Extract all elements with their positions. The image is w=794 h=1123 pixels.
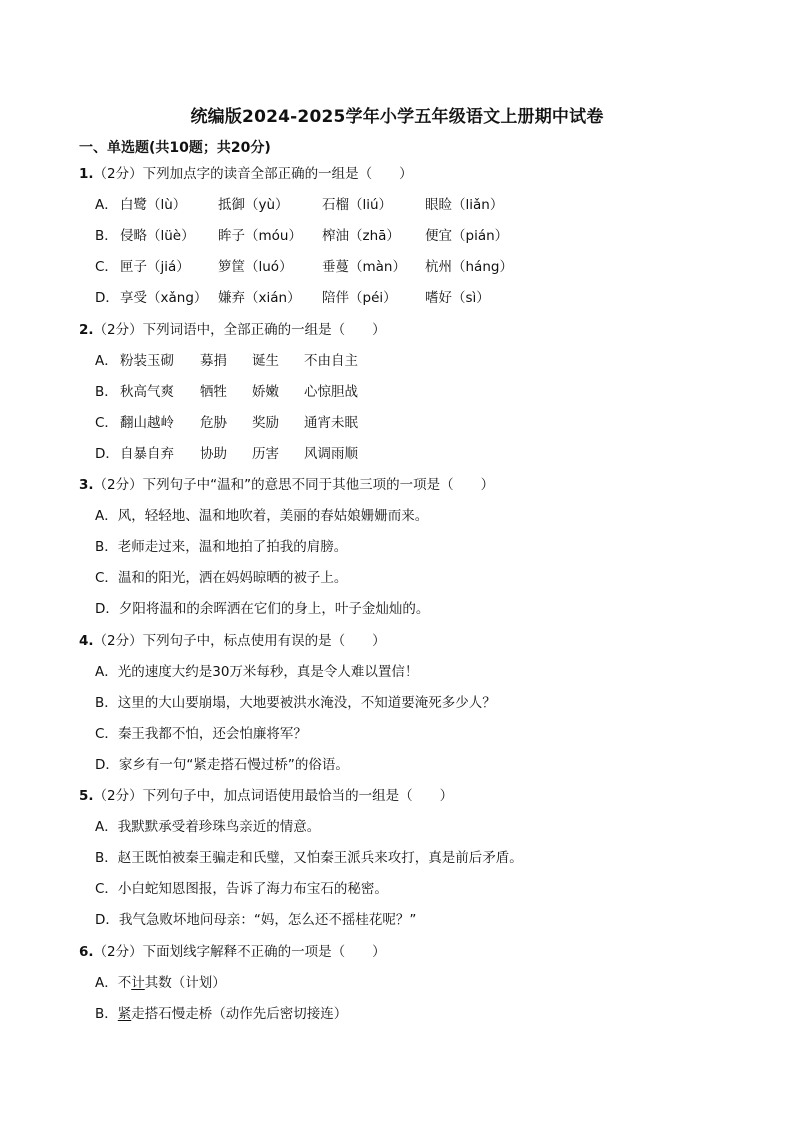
question-text: （2分）下列句子中，标点使用有误的是（ ） (93, 632, 386, 649)
option-word: 享受（xǎng） (120, 290, 208, 307)
option-text-pre: 不 (117, 974, 132, 991)
option-2-c (95, 413, 118, 433)
option-6-b (95, 1004, 347, 1024)
option-letter: B． (95, 1005, 118, 1022)
option-letter: C． (95, 881, 118, 898)
option-word: 自暴自弃 (120, 445, 174, 462)
option-1-d (95, 288, 119, 308)
option-word: 牺牲 (200, 383, 227, 400)
option-letter: B． (95, 539, 118, 556)
option-letter: B． (95, 228, 118, 245)
question-number: 2. (79, 321, 94, 338)
option-word: 奖励 (252, 414, 279, 431)
option-letter: A． (95, 974, 118, 991)
option-2-a (95, 351, 118, 371)
option-word: 协助 (200, 445, 227, 462)
option-4-d (95, 755, 349, 775)
option-3-d (95, 599, 429, 619)
option-letter: A． (95, 197, 118, 214)
option-letter: B． (95, 850, 118, 867)
option-text: 赵王既怕被秦王骗走和氏璧，又怕秦王派兵来攻打，真是前后矛盾。 (117, 850, 523, 867)
option-word: 便宜（pián） (425, 228, 509, 245)
option-word: 陪伴（péi） (322, 290, 397, 307)
question-3 (79, 475, 494, 495)
option-5-c (95, 879, 388, 899)
option-2-d (95, 444, 119, 464)
option-word: 秋高气爽 (120, 383, 174, 400)
question-4 (79, 631, 386, 651)
option-letter: C． (95, 414, 118, 431)
option-word: 匣子（jiá） (120, 259, 190, 276)
question-6 (79, 942, 386, 962)
question-text: （2分）下列词语中，全部正确的一组是（ ） (93, 321, 386, 338)
question-number: 1. (79, 166, 94, 182)
option-word: 心惊胆战 (304, 383, 358, 400)
option-6-a (95, 973, 226, 993)
option-letter: C． (95, 570, 118, 587)
option-1-b (95, 226, 118, 246)
option-1-c (95, 257, 118, 277)
option-word: 翻山越岭 (120, 414, 174, 431)
question-5 (79, 786, 453, 806)
option-word: 历害 (252, 445, 279, 462)
option-letter: D． (95, 756, 119, 773)
option-text: 我气急败坏地问母亲：“妈，怎么还不摇桂花呢？” (118, 912, 417, 929)
option-letter: A． (95, 819, 118, 836)
option-word: 杭州（háng） (425, 259, 513, 276)
question-number: 6. (79, 943, 94, 960)
option-word: 不由自主 (304, 352, 358, 369)
option-word: 募捐 (200, 352, 227, 369)
option-text: 风，轻轻地、温和地吹着，美丽的春姑娘姗姗而来。 (117, 508, 429, 525)
option-letter: C． (95, 725, 118, 742)
option-word: 眸子（móu） (218, 228, 302, 245)
option-4-c (95, 724, 307, 744)
question-number: 3. (79, 477, 94, 493)
question-number: 5. (79, 788, 94, 804)
option-text: 小白蛇知恩图报，告诉了海力布宝石的秘密。 (117, 881, 388, 898)
option-4-b (95, 693, 496, 713)
option-word: 诞生 (252, 352, 279, 369)
option-text: 夕阳将温和的余晖洒在它们的身上，叶子金灿灿的。 (118, 601, 430, 618)
question-text: （2分）下面划线字解释不正确的一项是（ ） (93, 943, 386, 960)
option-5-d (95, 910, 416, 930)
option-word: 危胁 (200, 414, 227, 431)
option-1-a (95, 195, 118, 215)
option-3-c (95, 568, 347, 588)
option-4-a (95, 662, 418, 682)
option-word: 箩筐（luó） (218, 259, 293, 276)
page-title: 统编版2024-2025学年小学五年级语文上册期中试卷 (190, 107, 604, 127)
question-2 (79, 320, 386, 340)
option-letter: A． (95, 663, 118, 680)
option-2-b (95, 382, 118, 402)
option-letter: A． (95, 508, 118, 525)
option-text: 家乡有一句“紧走搭石慢过桥”的俗语。 (118, 756, 349, 773)
option-word: 粉装玉砌 (120, 352, 174, 369)
question-number: 4. (79, 632, 94, 649)
section-heading: 一、单选题(共10题；共20分) (79, 140, 271, 156)
option-word: 通宵未眠 (304, 414, 358, 431)
option-text: 老师走过来，温和地拍了拍我的肩膀。 (117, 539, 348, 556)
option-word: 风调雨顺 (304, 445, 358, 462)
option-letter: D． (95, 601, 119, 618)
question-1 (79, 164, 413, 184)
option-letter: C． (95, 259, 118, 276)
option-5-b (95, 848, 523, 868)
option-word: 白鹭（lù） (120, 197, 187, 214)
option-text: 秦王我都不怕，还会怕廉将军？ (117, 725, 307, 742)
option-text: 光的速度大约是30万米每秒，真是令人难以置信！ (117, 663, 419, 680)
option-5-a (95, 817, 320, 837)
option-letter: B． (95, 383, 118, 400)
option-letter: B． (95, 694, 118, 711)
question-text: （2分）下列加点字的读音全部正确的一组是（ ） (93, 166, 413, 182)
option-3-b (95, 537, 347, 557)
option-text: 这里的大山要崩塌，大地要被洪水淹没，不知道要淹死多少人？ (117, 694, 496, 711)
underlined-char: 计 (131, 974, 145, 991)
option-word: 嗜好（sì） (425, 290, 490, 307)
option-text-post: 其数（计划） (144, 974, 226, 991)
option-letter: D． (95, 912, 119, 929)
question-text: （2分）下列句子中，加点词语使用最恰当的一组是（ ） (93, 788, 454, 804)
option-letter: D． (95, 290, 119, 307)
option-text: 我默默承受着珍珠鸟亲近的情意。 (117, 819, 321, 836)
option-word: 娇嫩 (252, 383, 279, 400)
option-word: 榨油（zhā） (322, 228, 400, 245)
option-letter: D． (95, 445, 119, 462)
option-word: 嫌弃（xián） (218, 290, 301, 307)
option-word: 石榴（liú） (322, 197, 393, 214)
option-3-a (95, 506, 428, 526)
question-text: （2分）下列句子中“温和”的意思不同于其他三项的一项是（ ） (93, 477, 495, 493)
option-word: 抵御（yù） (218, 197, 289, 214)
option-text-post: 走搭石慢走桥（动作先后密切接连） (131, 1005, 348, 1022)
underlined-char: 紧 (117, 1005, 132, 1022)
option-word: 侵略（lüè） (120, 228, 195, 245)
option-word: 眼睑（liǎn） (425, 197, 504, 214)
option-word: 垂蔓（màn） (322, 259, 406, 276)
option-text: 温和的阳光，洒在妈妈晾晒的被子上。 (117, 570, 348, 587)
option-letter: A． (95, 352, 118, 369)
